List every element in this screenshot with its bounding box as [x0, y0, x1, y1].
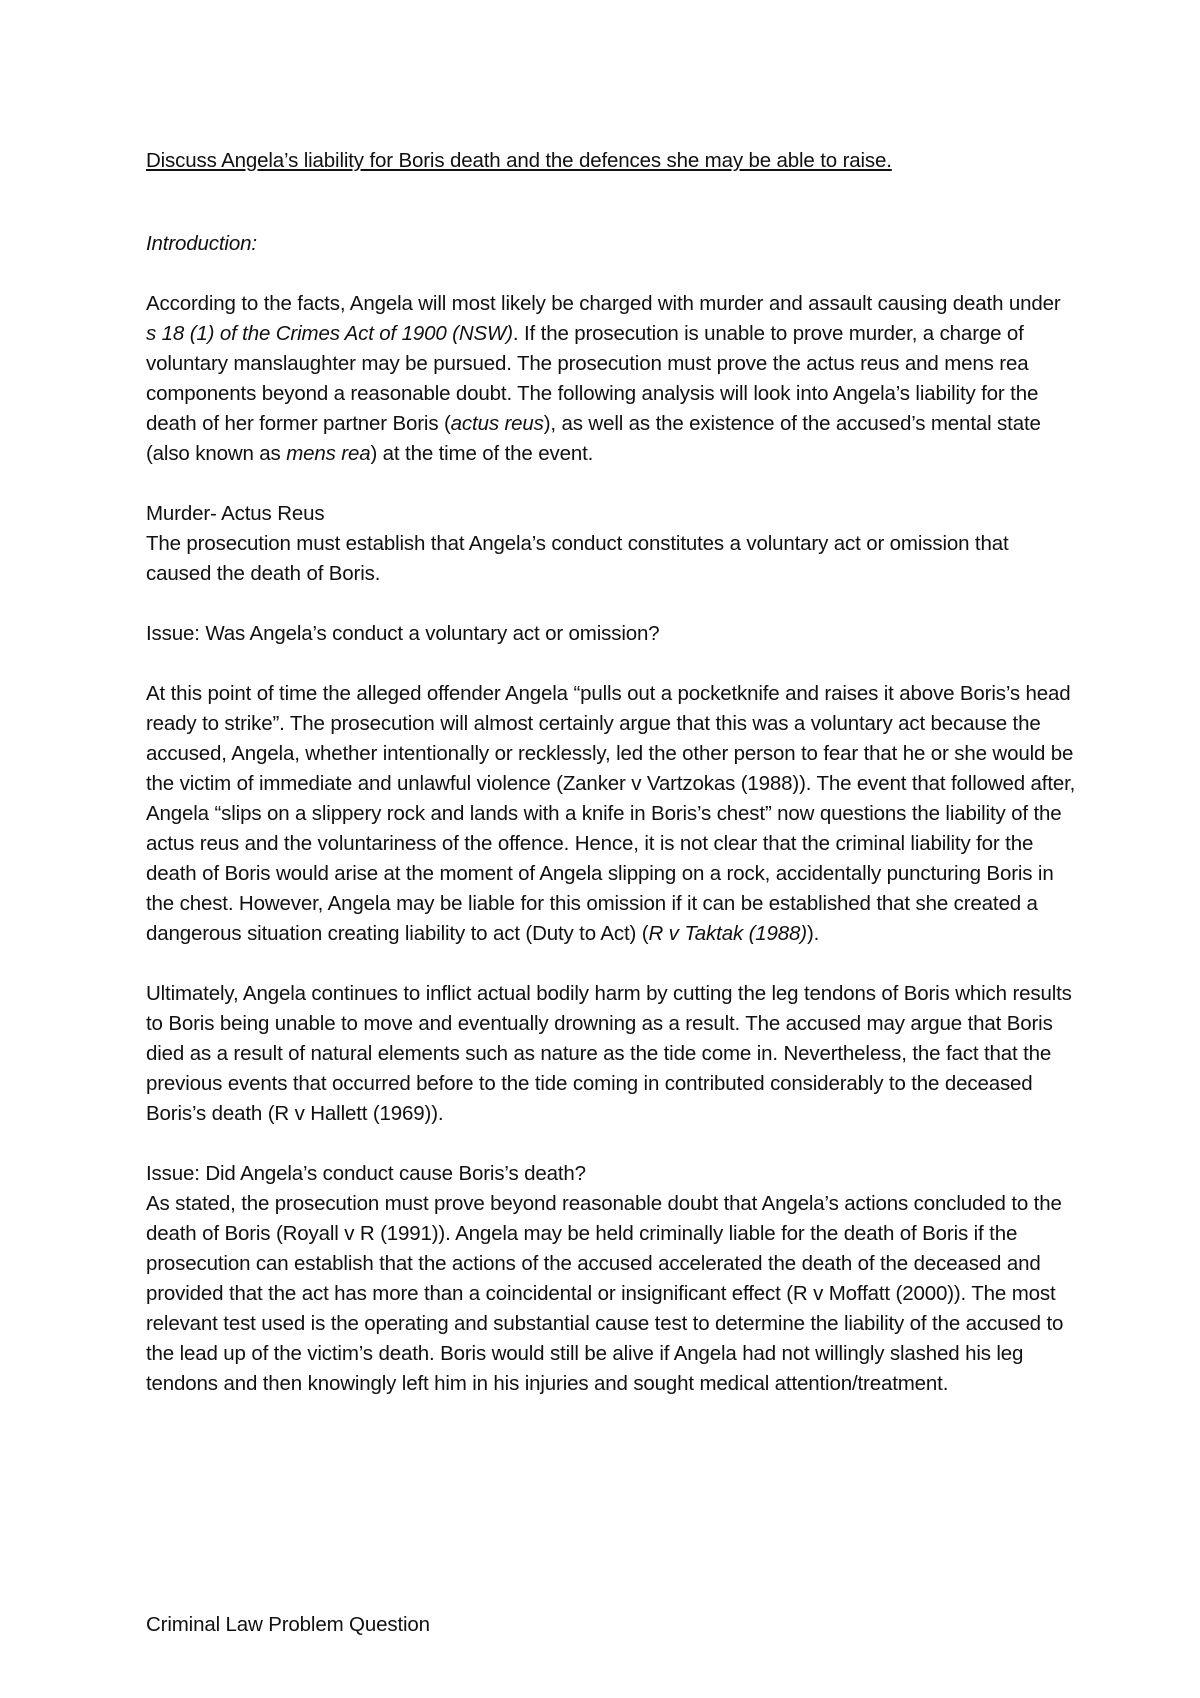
pocketknife-paragraph	[146, 679, 1076, 949]
spacer	[146, 949, 1076, 979]
intro-text-2: . If the prosecution is unable to prove murder, a charge of voluntary manslaughter may be pursued. The prosecution must prove the actus reus and mens rea components beyond a reasonable doubt. The following analysis will look into Angela’s liability for the death of her former partner Boris (	[146, 322, 1039, 435]
case-taktak: R v Taktak (1988)	[648, 922, 807, 945]
term-mens-rea: mens rea	[286, 442, 371, 465]
spacer	[146, 259, 1076, 289]
issue-causation: Issue: Did Angela’s conduct cause Boris’s death?	[146, 1162, 586, 1185]
spacer	[146, 649, 1076, 679]
intro-text-1: According to the facts, Angela will most likely be charged with murder and assault causing death under	[146, 292, 1061, 315]
page-footer: Criminal Law Problem Question	[146, 1613, 430, 1636]
spacer	[146, 589, 1076, 619]
document-body	[146, 146, 1076, 1399]
statute-citation: s 18 (1) of the Crimes Act of 1900 (NSW)	[146, 322, 513, 345]
causation-paragraph: As stated, the prosecution must prove beyond reasonable doubt that Angela’s actions concluded to the death of Boris (Royall v R (1991)). Angela may be held criminally liable for the death of Boris if the prosecution can establish that the actions of the accused accelerated the death of the deceased and provided that the act has more than a coincidental or insignificant effect (R v Moffatt (2000)). The most relevant test used is the operating and substantial cause test to determine the liability of the accused to the lead up of the victim’s death. Boris would still be alive if Angela had not willingly slashed his leg tendons and then knowingly left him in his injuries and sought medical attention/treatment.	[146, 1192, 1064, 1395]
intro-text-3: ), as well as the existence of the accused’s mental state (also known as	[146, 412, 1041, 465]
spacer	[146, 176, 1076, 229]
spacer	[146, 1129, 1076, 1159]
issue-voluntary-act: Issue: Was Angela’s conduct a voluntary act or omission?	[146, 622, 660, 645]
tendons-paragraph: Ultimately, Angela continues to inflict actual bodily harm by cutting the leg tendons of Boris which results to Boris being unable to move and eventually drowning as a result. The accused may argue that Boris died as a result of natural elements such as nature as the tide come in. Nevertheless, the fact that the previous events that occurred before to the tide coming in contributed considerably to the deceased Boris’s death (R v Hallett (1969)).	[146, 982, 1072, 1125]
question-title: Discuss Angela’s liability for Boris death and the defences she may be able to raise.	[146, 149, 892, 172]
murder-section-heading: Murder- Actus Reus	[146, 502, 325, 525]
pocketknife-text-2: ).	[806, 922, 820, 945]
spacer	[146, 469, 1076, 499]
intro-heading: Introduction:	[146, 232, 257, 255]
intro-text-4: ) at the time of the event.	[370, 442, 594, 465]
pocketknife-text-1: At this point of time the alleged offender Angela “pulls out a pocketknife and raises it above Boris’s head ready to strike”. The prosecution will almost certainly argue that this was a voluntary act because the accused, Angela, whether intentionally or recklessly, led the other person to fear that he or she would be the victim of immediate and unlawful violence (Zanker v Vartzokas (1988)). The event that followed after, Angela “slips on a slippery rock and lands with a knife in Boris’s chest” now questions the liability of the actus reus and the voluntariness of the offence. Hence, it is not clear that the criminal liability for the death of Boris would arise at the moment of Angela slipping on a rock, accidentally puncturing Boris in the chest. However, Angela may be liable for this omission if it can be established that she created a dangerous situation creating liability to act (Duty to Act) (	[146, 682, 1076, 945]
murder-section-text: The prosecution must establish that Angela’s conduct constitutes a voluntary act or omission that caused the death of Boris.	[146, 532, 1009, 585]
term-actus-reus: actus reus	[450, 412, 544, 435]
intro-paragraph	[146, 289, 1076, 469]
